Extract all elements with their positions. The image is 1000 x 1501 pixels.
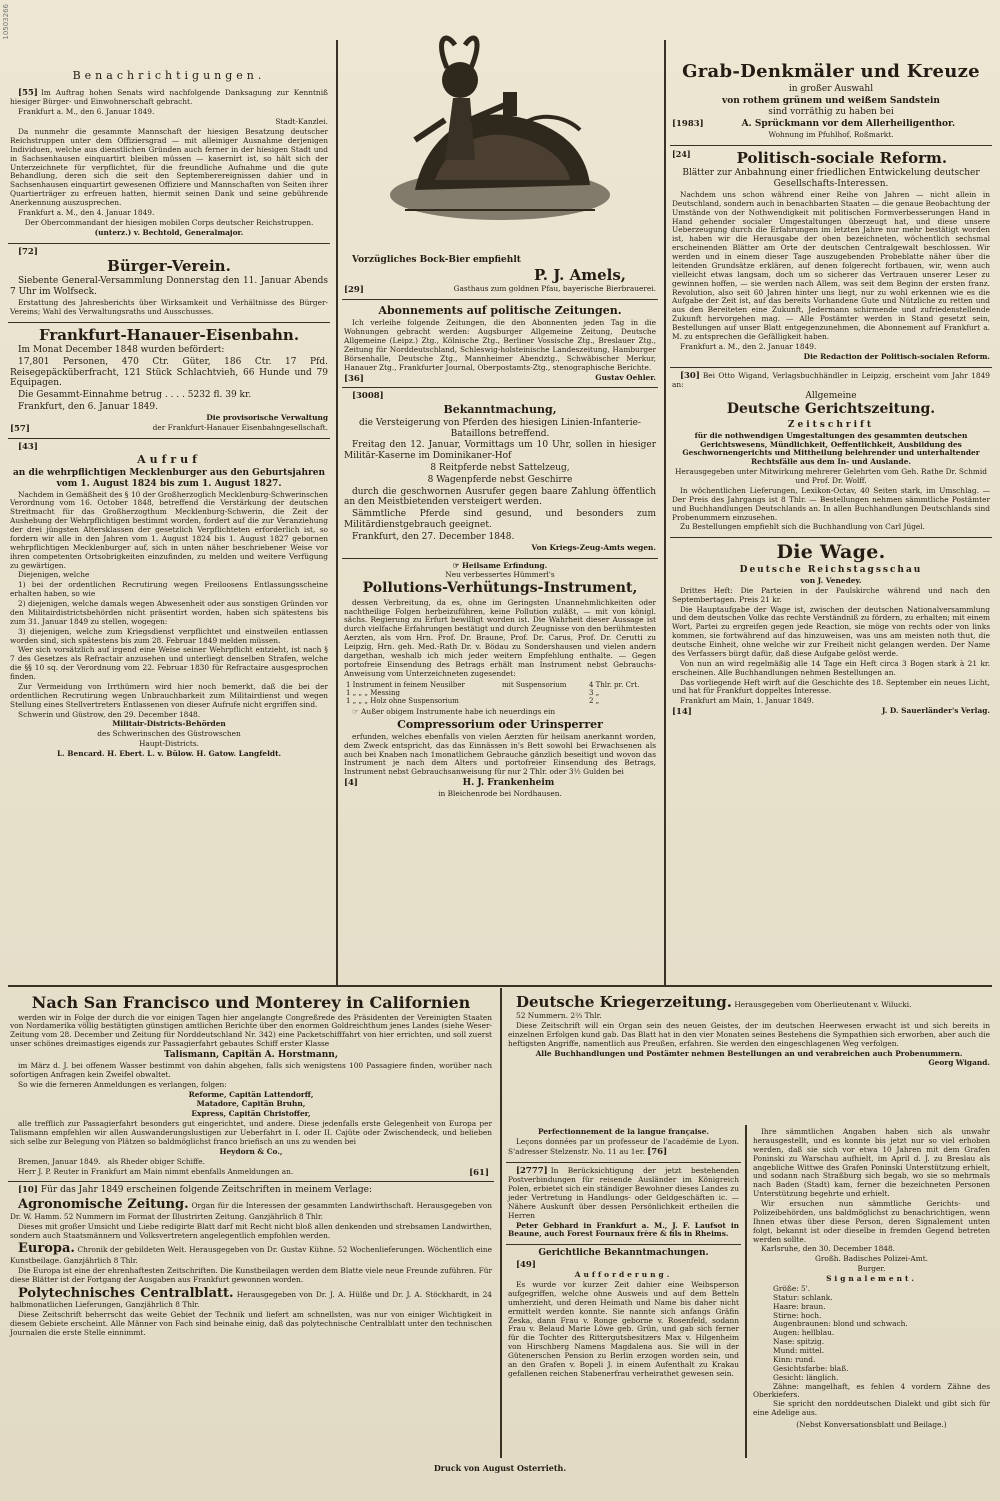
ad-text: Wer sich vorsätzlich auf irgend eine Weise seiner Wehrpflicht entzieht, ist nach § 7 des Gesetzes als Refractair anzusehen und unterliegt denselben Strafen, welche die §§ 10 sq. der Verordnung vom 22. Februar 1830 für Refractaire ausgesprochen finden. (10, 645, 328, 682)
ad-text: Dieses mit großer Umsicht und Liebe redigirte Blatt darf mit Recht nicht bloß allen denkenden und strebsamen Landwirthen, sondern auch Staatsmännern und Volksvertretern angelegentlich empfohlen werden. (10, 1221, 492, 1240)
ad-text: Allgemeine (805, 390, 857, 401)
ad-date: Frankfurt a. M., den 6. Januar 1849. (18, 107, 155, 117)
ad-text: Diejenigen, welche (18, 570, 90, 580)
ad-abonnements (342, 300, 658, 388)
ad-signature: der Frankfurt-Hanauer Eisenbahngesellschaft. (152, 422, 328, 432)
bottom-left-section (8, 990, 494, 1458)
table-cell: 3 „ (588, 688, 600, 697)
ad-signature: Burger. (857, 1264, 886, 1274)
table-cell: 1 „ „ „ Messing (346, 688, 400, 697)
ad-tag: [72] (18, 246, 38, 257)
ad-gerichtliche (506, 1245, 741, 1383)
signalement-item: Gesicht: länglich. (773, 1372, 839, 1382)
ad-signature: J. D. Sauerländer's Verlag. (881, 706, 990, 716)
ad-tag: [2777] (516, 1165, 548, 1176)
ad-date: Frankfurt, den 27. December 1848. (352, 531, 515, 542)
signalement-item: Kinn: rund. (773, 1354, 816, 1364)
ad-date: Frankfurt, den 6. Januar 1849. (18, 402, 158, 413)
column-3 (670, 58, 992, 982)
footer-note: (Nebst Konversationsblatt und Beilage.) (796, 1420, 947, 1429)
ad-text: im März d. J. bei offenem Wasser bestimmt von dahin abgehen, falls sich wenigstens 100 Passagiere finden, worüber nach sofortigen Anfragen kein Zweifel obwaltet. (10, 1060, 492, 1079)
ad-bock-bier (342, 252, 658, 300)
table-cell: 2 „ (588, 697, 600, 706)
ad-signature: Von Kriegs-Zeug-Amts wegen. (531, 542, 656, 552)
ad-signature: Heydorn & Co., (219, 1146, 283, 1156)
ad-gerichtliche-cont (751, 1125, 992, 1435)
ad-subtitle: die Versteigerung von Pferden des hiesigen Linien-Infanterie-Bataillons betreffend. (359, 417, 641, 439)
ad-text: werden wir in Folge der durch die vor einigen Tagen hier angelangte Congreßrede des Präsidenten der Vereinigten Staaten von Nordamerika völlig bestätigten günstigen amtlichen Berichte über den enormen Goldreichthum jenes Landes (siehe Weser-Zeitung vom 28. December und Zeitung für Norddeutschland Nr. 342) eine Packetschifffahrt von hier errichten, und soll zuerst unser schönes dreimastiges eigends zur Passagierfahrt gebautes Schiff erster Klasse (10, 1012, 492, 1049)
heading-bekanntmachung: Bekanntmachung, (443, 402, 557, 416)
section-rule (8, 985, 992, 987)
ad-signature: in Bleichenrode bei Nordhausen. (438, 788, 562, 798)
ad-tag: [57] (10, 423, 30, 434)
ad-text: Herr J. P. Reuter in Frankfurt am Main nimmt ebenfalls Anmeldungen an. (18, 1166, 294, 1176)
ad-text: Der Obercommandant der hiesigen mobilen Corps deutscher Reichstruppen. (24, 217, 314, 227)
ad-text: Herausgegeben unter Mitwirkung mehrerer Gelehrten vom Geh. Rathe Dr. Schmid und Prof. Dr. Wolff. (674, 467, 987, 485)
table-cell: mit Suspensorium (501, 680, 567, 689)
ad-text: Ich verleihe folgende Zeitungen, die den Abonnenten jeden Tag in die Wohnungen gebracht werden: Augsburger Allgemeine Zeitung, Deutsche Allgemeine (Leipz.) Ztg., Kölnische Ztg., Berliner Vossische Ztg., Breslauer Ztg., Zeitung für Norddeutschland, Schleswig-holsteinische Landeszeitung, Hamburger Börsenhalle, Deutsche Ztg., Mannheimer Abendztg., Schwäbischer Merkur, Hanauer Ztg., Frankfurter Journal, Oberpostamts-Ztg., stenographische Berichte. (344, 318, 656, 372)
ad-text: Nachdem uns schon während einer Reihe von Jahren — nicht allein in Deutschland, sondern auch in benachbarten Staaten — die genaue Beobachtung der Umstände von der Nothwendigkeit mit politischen Formverbesserungen Hand in Hand gehender socialer Umgestaltungen überzeugt hat, und diese unsere Ueberzeugung durch die Erfahrungen im letzten Jahre nur mehr bestätigt worden ist, haben wir die Herausgabe der oben bezeichneten, wöchentlich sechsmal erscheinenden Blätter am Orte der deutschen Centralgewalt beschlossen. Wir werden und in einem dieser Tage auszugebenden Probeblatte näher über die leitenden Grundsätze erklären, auf denen folgerecht fortbauen, wir, wenn auch vielleicht etwas langsam, doch um so sicherer das Vertrauen unserer Leser zu gewinnen hoffen, — sie werden nach Allem, was seit dem Beginn der ersten franz. Revolution, also seit 60 Jahren hinter uns liegt, nur zu wohl erkennen wie es die Aufgabe der Zeit ist, auf das bereits Vorhandene Gute und Nützliche zu retten und aus den Bereiteten eine Zukunft, Jedermann schirmende und zufriedenstellende Zukunft hervorgehen mag. — Alle Postämter werden in Stand gesetzt sein, Bestellungen auf unser Blatt entgegenzunehmen, die Abonnement auf Frankfurt a. M. zu entsprechen die Gefälligkeit haben. (672, 189, 990, 341)
signalement-heading: Signalement. (826, 1274, 917, 1283)
ad-signature: Haupt-Districts. (138, 739, 199, 749)
ad-text: Diese Zeitschrift beherrscht das weite Gebiet der Technik und liefert am schnellsten, was nur von einiger Wichtigkeit in diesem Gebiete erscheint. Alle Männer von Fach sind beinahe einig, daß das polytechnische Centralblatt unter den technischen Journalen die erste Stelle einnimmt. (10, 1310, 492, 1337)
heading-europa: Europa. (18, 1241, 75, 1257)
ad-text: Diese Zeitschrift will ein Organ sein des neuen Geistes, der im deutschen Heerwesen erwacht ist und sich bereits in einzelnen Erfolgen kund gab. Das Blatt hat in den vier Monaten seines Bestehens die Sympathien sich erworben, aber auch die heftigsten Angriffe, namentlich aus Preußen, erfahren. Sie werden den eingeschlagenen Weg verfolgen. (508, 1020, 990, 1048)
signalement-list (753, 1285, 990, 1418)
ad-text: 3) diejenigen, welche zum Kriegsdienst verpflichtet und einstweilen entlassen worden sind, sich spätestens bis zum 28. Februar 1849 melden müssen. (10, 626, 328, 645)
ad-text: Von nun an wird regelmäßig alle 14 Tage ein Heft circa 3 Bogen stark à 21 kr. erscheinen. Alle Buchhandlungen nehmen Bestellungen an. (672, 658, 990, 677)
ad-subtitle: Zeitschrift (787, 419, 875, 430)
ad-bekanntmachung (342, 388, 658, 558)
ad-signature: als Rheder obiger Schiffe. (107, 1156, 206, 1166)
signalement-item: Augenbraunen: blond und schwach. (773, 1319, 908, 1329)
table-row (344, 681, 656, 689)
ad-text: Herausgegeben vom Oberlieutenant v. Wilucki. (734, 1000, 912, 1009)
heading-california: Nach San Francisco und Monterey in Californien (31, 993, 471, 1012)
table-row (344, 689, 656, 697)
ad-text: Wohnung im Pfuhlhof, Roßmarkt. (768, 129, 894, 139)
ad-text: Die Europa ist eine der ehrenhaftesten Zeitschriften. Die Kunstbeilagen werden dem Blatte viele neue Freunde zuführen. Für diese Blätter ist der Fortgang der Ausgaben aus Frankfurt gewonnen worden. (10, 1265, 492, 1284)
ad-tag: [55] (18, 88, 38, 99)
signalement-item: Gesichtsfarbe: blaß. (773, 1363, 849, 1373)
ad-text: Sämmtliche Pferde sind gesund, und besonders zum Militärdienstgebrauch geeignet. (344, 509, 656, 531)
ad-tag: [10] (18, 1185, 38, 1196)
ad-text: Wir ersuchen nun sämmtliche Gerichts- und Polizeibehörden, uns baldmöglichst zu benachrichtigen, wenn Ihnen etwas über diese Person, deren Signalement unten folgt, bekannt ist oder dieselbe in fremden Gegend betreten werden sollte. (753, 1199, 990, 1244)
ad-text: Da nunmehr die gesammte Mannschaft der hiesigen Besatzung deutscher Reichstruppen unter dem Offiziersgrad — mit alleiniger Ausnahme derjenigen Individuen, welche aus dienstlichen Gründen auch ferner in der hiesigen Stadt und in Sachsenhausen einquartirt bleiben müssen — kasernirt ist, so hält sich der Unterzeichnete für verpflichtet, für die freundliche Aufnahme und die gute Behandlung, deren sich die seit den Septemberereignissen dahier und in Sachsenhausen einquartirt gewesenen Offiziere und Mannschaften von Seiten ihrer Quartierträger zu erfreuen hatten, hiermit seinen Dank und seine gebührende Anerkennung auszusprechen. (10, 127, 328, 207)
table-row (344, 697, 656, 705)
ad-text: für die nothwendigen Umgestaltungen des gesammten deutschen Gerichtswesens, Mündlichkeit, Oeffentlichkeit, Ausbildung des Geschwornengerichts und Mittheilung belehrender und unterhaltender Rechtsfälle aus dem In- und Auslande. (682, 430, 980, 467)
ad-text: Freitag den 12. Januar, Vormittags um 10 Uhr, sollen in hiesiger Militär-Kaserne im Dominikaner-Hof (344, 440, 656, 462)
ad-text: In Berücksichtigung der jetzt bestehenden Postverbindungen für reisende Ausländer im Königreich Polen, erbietet sich ein ständiger Bewohner dieses Landes zu jeder Vertretung in Handlungs- oder Geldgeschäften ic. — Nähere Auskunft über dessen Persönlichkeit ertheilen die Herren (508, 1165, 739, 1220)
ad-text: von J. Venedey. (800, 575, 862, 585)
hand-pointer-icon: ☞ (352, 706, 361, 716)
ad-text: Das vorliegende Heft wirft auf die Geschichte des 18. September ein neues Licht, und hat für Frankfurt doppeltes Interesse. (672, 677, 990, 696)
ad-text: Bei Otto Wigand, Verlagsbuchhändler in Leipzig, erscheint vom Jahr 1849 an: (672, 370, 990, 389)
ship-name: Express, Capitän Christoffer, (191, 1109, 311, 1119)
ad-text: Außer obigem Instrumente habe ich neuerdings ein (360, 706, 556, 716)
ad-text: Im Auftrag hohen Senats wird nachfolgende Danksagung zur Kenntniß hiesiger Bürger- und Einwohnerschaft gebracht. (10, 88, 328, 107)
ad-text: Gasthaus zum goldnen Pfau, bayerische Bierbrauerei. (453, 284, 656, 294)
ad-aufruf (8, 439, 330, 764)
ad-subtitle: an die wehrpflichtigen Mecklenburger aus den Geburtsjahren vom 1. August 1824 bis zum 1. August 1827. (12, 467, 326, 489)
ad-california (8, 990, 494, 1182)
signalement-item: Größe: 5'. (773, 1283, 811, 1293)
heading-gerichtliche: Gerichtliche Bekanntmachungen. (538, 1248, 709, 1259)
ad-text: 17,801 Personen, 470 Ctr. Güter, 186 Ctr. 17 Pfd. Reisegepäcküberfracht, 121 Stück Schlachtvieh, 66 Hunde und 79 Equipagen. (10, 356, 328, 389)
price-table (344, 681, 656, 706)
signalement-item: Stirne: hoch. (773, 1310, 822, 1320)
ad-tag: [43] (18, 441, 38, 452)
ad-eisenbahn (8, 323, 330, 439)
ship-name: Matadore, Capitän Bruhn, (196, 1099, 306, 1109)
ad-text: Leçons données par un professeur de l'académie de Lyon. S'adresser Stelzenstr. No. 11 au 1er. (508, 1136, 739, 1156)
ad-date: Karlsruhe, den 30. December 1848. (761, 1244, 896, 1254)
ad-tag: [36] (344, 373, 364, 384)
signalement-item: Sie spricht den norddeutschen Dialekt und gibt sich für eine Adelige aus. (753, 1399, 990, 1418)
ad-politisch-sociale-reform (670, 146, 992, 368)
heading-aufruf: Aufruf (137, 452, 201, 466)
ad-text: sind vorräthig zu haben bei (768, 107, 894, 118)
ad-grab-denkmaeler (670, 58, 992, 146)
ad-text: Zur Vermeidung von Irrthümern wird hier noch bemerkt, daß die bei der ordentlichen Recrutirung wegen Unbrauchbarkeit zum Militairdienst und wegen Stellung eines Stellvertreters Entlassenen von dieser Aufrufe nicht ergriffen sind. (10, 681, 328, 709)
ad-subtitle: Blätter zur Anbahnung einer friedlichen Entwickelung deutscher Gesellschafts-Interessen. (682, 168, 980, 190)
ad-benachrichtigungen (8, 60, 330, 244)
column-rule-2 (664, 40, 666, 985)
ad-text: Erstattung des Jahresberichts über Wirksamkeit und Verhältnisse des Bürger-Vereins; Wahl des Verwaltungsraths und Ausschusses. (10, 297, 328, 316)
ad-gerichtszeitung (670, 368, 992, 539)
ad-kriegerzeitung (506, 990, 992, 1073)
ad-signature: Peter Gebhard in Frankfurt a. M., J. F. Laufsot in Beaune, auch Forest Fournaux frère & fils in Rheims. (508, 1220, 739, 1239)
ad-langue-francaise (506, 1125, 741, 1163)
ad-signature: A. Sprückmann vor dem Allerheiligenthor. (741, 119, 956, 130)
ad-signature: Stadt-Kanzlei. (275, 117, 328, 127)
page-id: 10503266 (2, 4, 10, 40)
ad-date: Frankfurt a. M., den 4. Januar 1849. (18, 207, 155, 217)
ad-tag: [1983] (672, 119, 704, 130)
ad-text: Siebente General-Versammlung Donnerstag den 11. Januar Abends 7 Uhr im Wolfseck. (10, 276, 328, 297)
column-2 (342, 252, 658, 982)
signalement-item: Zähne: mangelhaft, es fehlen 4 vordern Zähne des Oberkiefers. (753, 1381, 990, 1400)
table-cell: 4 Thlr. pr. Crt. (588, 680, 640, 689)
column-rule-4 (745, 1125, 747, 1458)
heading-buerger-verein: Bürger-Verein. (107, 256, 231, 275)
ad-tag: [3008] (352, 391, 384, 402)
ad-subtitle: Neu verbessertes Hümmerl's (445, 570, 555, 580)
heading-compressorium: Compressorium oder Urinsperrer (397, 717, 603, 731)
ad-tag: [76] (647, 1146, 668, 1157)
ad-date: Schwerin und Güstrow, den 29. December 1848. (18, 709, 201, 719)
heading-pollutions-instrument: Pollutions-Verhütungs-Instrument, (362, 580, 638, 597)
ad-tag: [30] (680, 370, 700, 381)
heading-benachrichtigungen: Benachrichtigungen. (72, 69, 266, 82)
ad-signature: Gustav Oehler. (595, 372, 656, 382)
ad-text: Ihre sämmtlichen Angaben haben sich als unwahr herausgestellt, und es konnte bis jetzt nur so viel erhoben werden, daß sie sich vor etwa 10 Jahren mit dem Grafen Poninski zu Warschau aufhielt, im April d. J. zu Breslau als angebliche Wittwe des Grafen Poninski Unterstützung erhielt, und sodann nach Straßburg sich begab, wo sie so mehrmals nach Baden (Stadt) kam, ferner die bezeichneten Personen Unterstützung begehrte und erhielt. (753, 1127, 990, 1199)
heading-amels: P. J. Amels, (533, 265, 626, 284)
ad-text: alle trefflich zur Passagierfahrt besonders gut eingerichtet, und andere. Diese jedenfalls erste Gelegenheit von Europa per Talismann empfehlen wir allen Auswanderungslustigen zur Ueberfahrt in I. oder II. Cajüte oder Zwischendeck, und belieben sich selbe zur Belegung von Plätzen so baldmöglichst franco briefisch an uns zu wenden bei (10, 1119, 492, 1146)
heading-gerichtszeitung: Deutsche Gerichtszeitung. (726, 401, 936, 418)
signalement-item: Haare: braun. (773, 1301, 826, 1311)
ad-text: 2) diejenigen, welche damals wegen Abwesenheit oder aus sonstigen Gründen vor den Militairdistrictsbehörden nicht präsentirt worden, haben sich spätestens bis zum 31. Januar 1849 zu stellen, wogegen: (10, 599, 328, 626)
ad-text: Die Gesammt-Einnahme betrug . . . . 5232 fl. 39 kr. (18, 390, 252, 401)
heading-die-wage: Die Wage. (776, 541, 886, 564)
ad-date: Frankfurt a. M., den 2. Januar 1849. (680, 341, 817, 351)
ship-name: Talismann, Capitän A. Horstmann, (164, 1050, 338, 1061)
ad-tag: [24] (672, 148, 691, 159)
ad-polen-vertretung (506, 1163, 741, 1245)
column-rule-1 (336, 40, 338, 985)
ad-item: 8 Wagenpferde nebst Geschirre (427, 474, 573, 485)
table-cell: 1 Instrument in feinem Neusilber (346, 680, 465, 689)
ad-subtitle: Deutsche Reichstagsschau (739, 565, 923, 576)
ad-buerger-verein (8, 244, 330, 323)
ad-text: Drittes Heft: Die Parteien in der Paulskirche während und nach den Septembertagen. Preis 21 kr. (672, 585, 990, 604)
ad-pretitle: Heilsame Erfindung. (461, 560, 548, 570)
ad-die-wage (670, 538, 992, 721)
ad-text: Im Monat December 1848 wurden befördert: (18, 345, 225, 356)
ad-tag: [61] (469, 1167, 489, 1178)
ad-item: 8 Reitpferde nebst Sattelzeug, (430, 463, 570, 474)
ad-erfindung (342, 559, 658, 804)
ad-text: Chronik der gebildeten Welt. Herausgegeben von Dr. Gustav Kühne. 52 Wochenlieferungen. Wöchentlich eine Kunstbeilage. Ganzjährlich 8 Thlr. (10, 1245, 492, 1265)
heading-langue-francaise: Perfectionnement de la langue française. (538, 1127, 709, 1136)
bottom-right-top (506, 990, 992, 1122)
signalement-item: Nase: spitzig. (773, 1337, 825, 1347)
ad-date: Bremen, Januar 1849. (18, 1156, 101, 1166)
ad-tag: [4] (344, 778, 358, 789)
ad-signature: Die provisorische Verwaltung (206, 412, 328, 422)
ad-tag: [49] (516, 1260, 536, 1271)
ad-text: In wöchentlichen Lieferungen, Lexikon-Octav, 40 Seiten stark, im Umschlag. — Der Preis des Jahrgangs ist 8 Thlr. — Bestellungen nehmen sämmtliche Postämter und Buchhandlungen Deutschlands an. In allen Buchhandlungen Deutschlands sind Probenummern einzusehen. (672, 485, 990, 522)
heading-agronomische-zeitung: Agronomische Zeitung. (18, 1197, 189, 1213)
heading-grab-denkmaeler: Grab-Denkmäler und Kreuze (682, 61, 980, 82)
print-credit: Druck von August Osterrieth. (433, 1463, 567, 1473)
ad-text: 52 Nummern. 2⅔ Thlr. (516, 1011, 602, 1020)
ship-name: Reforme, Capitän Lattendorff, (188, 1089, 314, 1099)
ad-text: So wie die ferneren Anmeldungen es verlangen, folgen: (18, 1079, 227, 1089)
ad-tag: [29] (344, 285, 364, 296)
ad-text: Zu Bestellungen empfiehlt sich die Buchhandlung von Carl Jügel. (680, 522, 926, 532)
ad-text: von rothem grünem und weißem Sandstein (722, 95, 940, 106)
ad-text: Nachdem in Gemäßheit des § 10 der Großherzoglich Mecklenburg-Schwerinschen Verordnung vom 16. October 1848, betreffend die Verstärkung der deutschen Streitmacht für das Großherzogthum Mecklenburg-Schwerin, die Zeit der Aushebung der Wehrpflichtigen bestimmt worden, fordert auf die zur Veranziehung der drei jüngsten Altersklassen der gesetzlich Verpflichteten erforderlich ist, so fordern wir alle in den Jahren vom 1. August 1824 bis 1. August 1827 gebornen wehrpflichtigen Mecklenburger auf, sich in unten näher beschriebener Weise vor ihren competenten Ortsobrigkeiten einzufinden, zu melden und weitere Verfügung zu gewärtigen. (10, 489, 328, 570)
ad-text: Herausgegeben von Dr. J. A. Hülße und Dr. J. A. Stöckhardt, in 24 halbmonatlichen Lieferungen, Ganzjährlich 8 Thlr. (10, 1289, 492, 1310)
ad-text: durch die geschwornen Ausrufer gegen baare Zahlung öffentlich an den Meistbietenden versteigert werden. (344, 486, 656, 508)
ad-subtitle: Aufforderung. (574, 1270, 673, 1280)
bottom-right-column (751, 1125, 992, 1458)
column-1 (8, 60, 330, 982)
ad-tag: [14] (672, 707, 692, 718)
ad-signature: (unterz.) v. Bechtold, Generalmajor. (94, 227, 244, 237)
ad-text: Es wurde vor kurzer Zeit dahier eine Weibsperson aufgegriffen, welche ohne Ausweis und auf dem Betteln umherzieht, und deren Heimath und Name bis daher nicht ermittelt werden konnte. Sie nannte sich anfangs Gräfin Zeska, dann Frau v. Ronge geborne v. Rosenfeld, sodann Frau v. Belaud Marie Löwe geb. Grün, und gab sich ferner für die Tochter des Rittergutsbesitzers Max v. Hilgenheim von Hirschberg Namens Magdalena aus. Sie will in der Gütenerschen Pension zu Berlin erzogen worden sein, und an den Grafen v. Bopeli J. in einem Aufenthalt zu Krakau gefallenen reichen Stabenerfrau verheirathet gewesen sein. (508, 1280, 739, 1378)
ad-signature: Militair-Districts-Behörden (112, 719, 226, 729)
ad-signature: des Schwerinschen des Güstrowschen (97, 729, 241, 739)
ad-signature: Georg Wigand. (928, 1058, 990, 1068)
ad-signature: Die Redaction der Politisch-socialen Reform. (803, 351, 990, 361)
signalement-item: Mund: mittel. (773, 1346, 825, 1355)
column-rule-3 (500, 988, 502, 1458)
goat-engraving-illustration (375, 20, 625, 250)
table-cell: 1 „ „ „ Holz ohne Suspensorium (346, 697, 459, 706)
ad-text: 1) bei der ordentlichen Recrutirung wegen Freiloosens Entlassungsscheine erhalten haben, so wie (10, 580, 328, 599)
ad-date: Frankfurt am Main, 1. Januar 1849. (680, 696, 814, 706)
ad-text: erfunden, welches ebenfalls von vielen Aerzten für heilsam anerkannt worden, dem Zweck entspricht, das das Einnässen in's Bett sowohl bei Erwachsenen als auch bei Knaben nach 1monatlichem Gebrauche gänzlich beseitigt und wovon das Instrument je nach dem Alters und portofreier Einsendung des Betrags, Instrument nebst Gebrauchsanweisung für nur 2 Thlr. oder 3½ Gulden bei (344, 731, 656, 777)
ad-text: Vorzügliches Bock-Bier empfiehlt (352, 255, 521, 265)
ad-text: Alle Buchhandlungen und Postämter nehmen Bestellungen an und verabreichen auch Probenummern. (535, 1048, 963, 1058)
ad-text: in großer Auswahl (788, 83, 874, 94)
heading-kriegerzeitung: Deutsche Kriegerzeitung. (516, 993, 732, 1011)
hand-pointer-icon: ☞ (452, 560, 462, 570)
ad-signature: L. Bencard. H. Ebert. L. v. Bülow. H. Gatow. Langfeldt. (56, 749, 282, 759)
ad-signature: H. J. Frankenheim (462, 778, 555, 789)
signalement-item: Statur: schlank. (773, 1292, 833, 1302)
ad-text: Für das Jahr 1849 erscheinen folgende Zeitschriften in meinem Verlage: (40, 1185, 373, 1196)
heading-reform: Politisch-sociale Reform. (736, 148, 948, 167)
ad-text: Organ für die Interessen der gesammten Landwirthschaft. Herausgegeben von Dr. W. Hamm. 52 Nummern im Format der Illustrirten Zeitung. Ganzjährlich 8 Thlr. (10, 1201, 493, 1221)
bottom-right-middle (506, 1125, 741, 1458)
ad-text: Die Hauptaufgabe der Wage ist, zwischen der deutschen Nationalversammlung und dem deutschen Volke das rechte Verständniß zu fördern, zu erhalten; mit einem Wort, Partei zu ergreifen gegen jede Reaction, sie möge von rechts oder von links kommen, sie fortwährend auf das hinzuweisen, was uns am meisten noth thut, die deutsche Einheit, ohne welche wir zur Freiheit nicht gelangen werden. Der Name des Verfassers bürgt dafür, daß diese Aufgabe gelöst werde. (672, 604, 990, 658)
heading-polytechnisches-centralblatt: Polytechnisches Centralblatt. (18, 1285, 234, 1301)
signalement-item: Augen: hellblau. (773, 1328, 835, 1338)
ad-text: dessen Verbreitung, da es, ohne im Geringsten Unannehmlichkeiten oder nachtheilige Folgen herbeizuführen, keine Pollution zuläßt, — mit von königl. sächs. Regierung zu Erfurt bewilligt worden ist. Die Wahrheit dieser Aussage ist durch vielfache Erfahrungen bestätigt und durch Zeugnisse von den berühmtesten Aerzten, als vom Hrn. Prof. Dr. Braune, Prof. Dr. Carus, Prof. Dr. Cerutti zu Leipzig, Hrn. geh. Med.-Rath Dr. v. Bödau zu Sondershausen und vielen andern dargethan, weshalb ich mich jeder weitern Empfehlung enthalte. — Gegen portofreie Einsendung des Betrags erhält man Instrument nebst Gebrauchs-Anweisung vom Unterzeichneten zugesendet: (344, 597, 656, 678)
heading-eisenbahn: Frankfurt-Hanauer-Eisenbahn. (38, 325, 300, 344)
ad-signature: Großh. Badisches Polizei-Amt. (814, 1254, 929, 1264)
heading-abonnements: Abonnements auf politische Zeitungen. (378, 304, 622, 318)
ad-zeitschriften (8, 1182, 494, 1342)
